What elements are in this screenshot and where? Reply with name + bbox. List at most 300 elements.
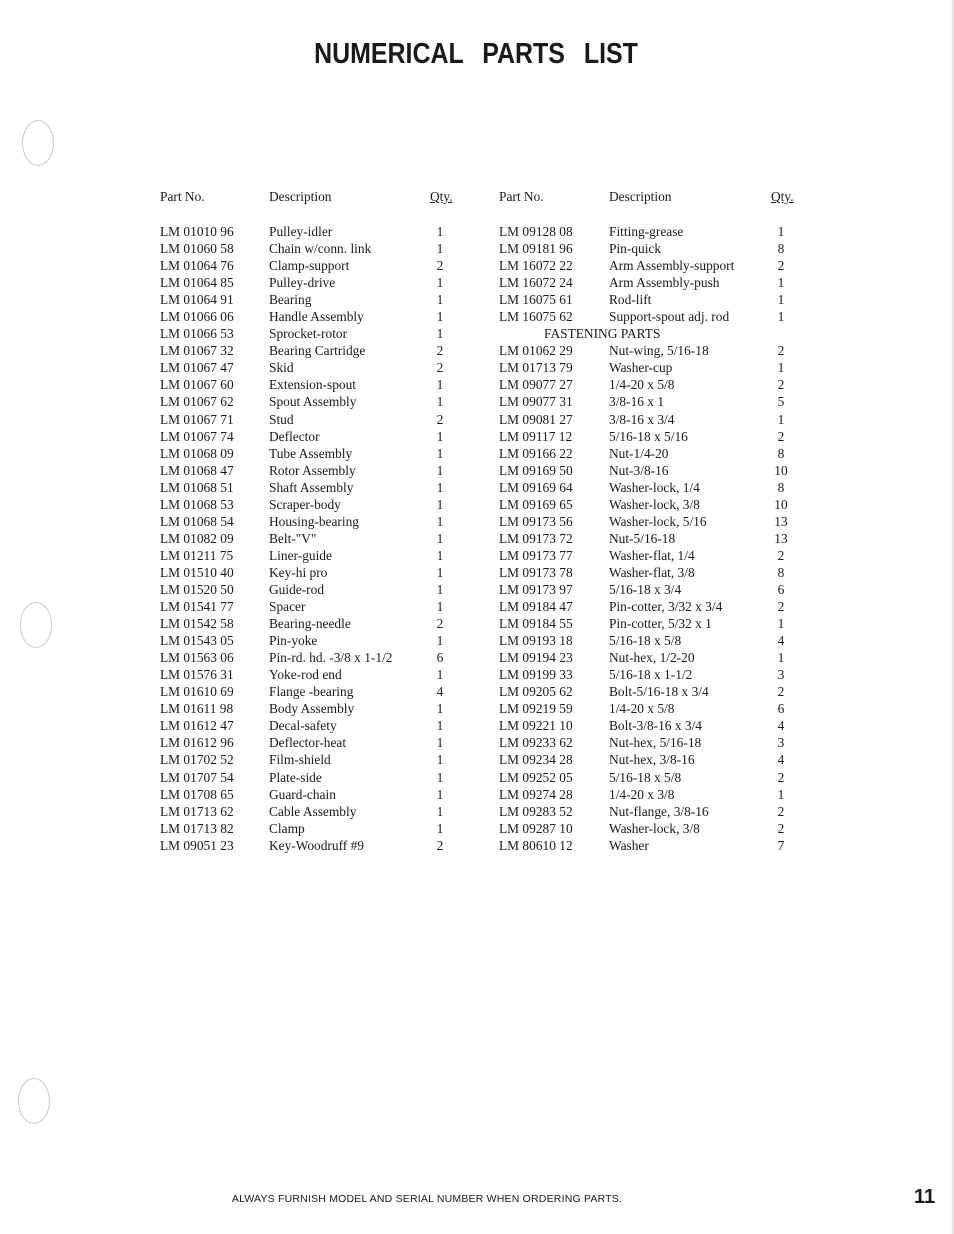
description: Bearing-needle bbox=[269, 616, 351, 632]
part-number: LM 01612 96 bbox=[160, 735, 234, 751]
part-number: LM 09221 10 bbox=[499, 718, 573, 734]
table-row bbox=[160, 751, 460, 768]
table-row bbox=[160, 632, 460, 649]
description: Key-hi pro bbox=[269, 564, 328, 580]
part-number: LM 01713 62 bbox=[160, 803, 234, 819]
part-number: LM 16075 61 bbox=[499, 292, 573, 308]
description: Nut-3/8-16 bbox=[609, 462, 669, 478]
quantity: 1 bbox=[436, 241, 444, 257]
description: Washer bbox=[609, 837, 649, 853]
quantity: 2 bbox=[436, 411, 444, 427]
table-row bbox=[160, 257, 460, 274]
quantity: 2 bbox=[777, 820, 785, 836]
quantity: 1 bbox=[436, 513, 444, 529]
description: Pin-yoke bbox=[269, 633, 318, 649]
quantity: 6 bbox=[436, 650, 444, 666]
quantity: 1 bbox=[436, 667, 444, 683]
parts-list-right bbox=[499, 223, 799, 854]
description: Yoke-rod end bbox=[269, 667, 342, 683]
part-number: LM 01707 54 bbox=[160, 769, 234, 785]
description: Nut-hex, 1/2-20 bbox=[609, 650, 695, 666]
part-number: LM 01520 50 bbox=[160, 581, 234, 597]
part-number: LM 09234 28 bbox=[499, 752, 573, 768]
table-row bbox=[499, 683, 799, 700]
part-number: LM 09173 56 bbox=[499, 513, 573, 529]
quantity: 2 bbox=[777, 258, 785, 274]
description: Key-Woodruff #9 bbox=[269, 837, 364, 853]
quantity: 1 bbox=[436, 820, 444, 836]
description: Stud bbox=[269, 411, 294, 427]
part-number: LM 09233 62 bbox=[499, 735, 573, 751]
table-row bbox=[499, 393, 799, 410]
part-number: LM 09117 12 bbox=[499, 428, 573, 444]
part-number: LM 16072 24 bbox=[499, 275, 573, 291]
part-number: LM 01211 75 bbox=[160, 547, 234, 563]
table-row bbox=[499, 649, 799, 666]
table-row bbox=[499, 666, 799, 683]
part-number: LM 01068 54 bbox=[160, 513, 234, 529]
table-row bbox=[160, 445, 460, 462]
part-number: LM 01702 52 bbox=[160, 752, 234, 768]
part-number: LM 09169 64 bbox=[499, 479, 573, 495]
description: Washer-flat, 3/8 bbox=[609, 564, 695, 580]
table-row bbox=[160, 376, 460, 393]
description: Rotor Assembly bbox=[269, 462, 356, 478]
table-row bbox=[160, 820, 460, 837]
part-number: LM 09173 97 bbox=[499, 581, 573, 597]
table-row bbox=[499, 308, 799, 325]
table-row bbox=[499, 496, 799, 513]
description: Rod-lift bbox=[609, 292, 652, 308]
description: Film-shield bbox=[269, 752, 331, 768]
parts-table-left bbox=[160, 189, 460, 853]
table-row bbox=[160, 342, 460, 359]
part-number: LM 01543 05 bbox=[160, 633, 234, 649]
quantity: 2 bbox=[436, 343, 444, 359]
description: Washer-lock, 3/8 bbox=[609, 820, 700, 836]
quantity: 2 bbox=[777, 428, 785, 444]
quantity: 1 bbox=[436, 735, 444, 751]
description: Nut-hex, 3/8-16 bbox=[609, 752, 695, 768]
quantity: 2 bbox=[777, 343, 785, 359]
description: Housing-bearing bbox=[269, 513, 359, 529]
description: Sprocket-rotor bbox=[269, 326, 348, 342]
part-number: LM 01066 06 bbox=[160, 309, 234, 325]
quantity: 3 bbox=[777, 667, 785, 683]
description: Nut-wing, 5/16-18 bbox=[609, 343, 709, 359]
table-row bbox=[499, 769, 799, 786]
quantity: 1 bbox=[436, 224, 444, 239]
description: Arm Assembly-push bbox=[609, 275, 720, 291]
quantity: 2 bbox=[777, 769, 785, 785]
part-number: LM 09181 96 bbox=[499, 241, 573, 257]
part-number: LM 01064 76 bbox=[160, 258, 234, 274]
table-row bbox=[499, 359, 799, 376]
quantity: 1 bbox=[436, 309, 444, 325]
description: Bolt-5/16-18 x 3/4 bbox=[609, 684, 709, 700]
quantity: 1 bbox=[436, 377, 444, 393]
part-number: LM 09077 27 bbox=[499, 377, 573, 393]
part-number: LM 01610 69 bbox=[160, 684, 234, 700]
description: Arm Assembly-support bbox=[609, 258, 735, 274]
description: Washer-lock, 3/8 bbox=[609, 496, 700, 512]
header-qty: Qty. bbox=[430, 189, 453, 204]
part-number: LM 01576 31 bbox=[160, 667, 234, 683]
table-row bbox=[499, 240, 799, 257]
quantity: 1 bbox=[436, 428, 444, 444]
description: Nut-1/4-20 bbox=[609, 445, 669, 461]
table-row bbox=[160, 837, 460, 854]
part-number: LM 09205 62 bbox=[499, 684, 573, 700]
quantity: 2 bbox=[777, 377, 785, 393]
quantity: 5 bbox=[777, 394, 785, 410]
part-number: LM 01708 65 bbox=[160, 786, 234, 802]
table-row bbox=[160, 428, 460, 445]
description: Skid bbox=[269, 360, 294, 376]
description: Pin-rd. hd. -3/8 x 1-1/2 bbox=[269, 650, 393, 666]
table-row bbox=[160, 581, 460, 598]
quantity: 8 bbox=[777, 241, 785, 257]
description: Pin-cotter, 3/32 x 3/4 bbox=[609, 599, 723, 615]
table-row bbox=[160, 513, 460, 530]
table-row bbox=[499, 581, 799, 598]
quantity: 2 bbox=[436, 616, 444, 632]
description: Deflector bbox=[269, 428, 320, 444]
table-row bbox=[499, 615, 799, 632]
table-header bbox=[160, 189, 460, 206]
part-number: LM 01064 91 bbox=[160, 292, 234, 308]
part-number: LM 01068 51 bbox=[160, 479, 234, 495]
part-number: LM 01713 79 bbox=[499, 360, 573, 376]
part-number: LM 01068 53 bbox=[160, 496, 234, 512]
description: Spout Assembly bbox=[269, 394, 357, 410]
part-number: LM 01612 47 bbox=[160, 718, 234, 734]
table-row bbox=[499, 632, 799, 649]
page-number: 11 bbox=[914, 1186, 936, 1208]
description: Bolt-3/8-16 x 3/4 bbox=[609, 718, 702, 734]
table-row bbox=[499, 479, 799, 496]
part-number: LM 01067 47 bbox=[160, 360, 234, 376]
description: Deflector-heat bbox=[269, 735, 347, 751]
quantity: 3 bbox=[777, 735, 785, 751]
quantity: 1 bbox=[436, 769, 444, 785]
quantity: 1 bbox=[436, 581, 444, 597]
part-number: LM 01510 40 bbox=[160, 564, 234, 580]
part-number: LM 09283 52 bbox=[499, 803, 573, 819]
quantity: 1 bbox=[436, 479, 444, 495]
quantity: 2 bbox=[777, 803, 785, 819]
description: Washer-lock, 1/4 bbox=[609, 479, 700, 495]
table-row bbox=[160, 496, 460, 513]
part-number: LM 01541 77 bbox=[160, 599, 234, 615]
quantity: 1 bbox=[436, 530, 444, 546]
part-number: LM 01062 29 bbox=[499, 343, 573, 359]
description: Chain w/conn. link bbox=[269, 241, 372, 257]
part-number: LM 09077 31 bbox=[499, 394, 573, 410]
description: Clamp bbox=[269, 820, 305, 836]
quantity: 1 bbox=[777, 650, 785, 666]
description: Pin-quick bbox=[609, 241, 662, 257]
part-number: LM 01060 58 bbox=[160, 241, 234, 257]
part-number: LM 09184 47 bbox=[499, 599, 573, 615]
part-number: LM 09194 23 bbox=[499, 650, 573, 666]
description: 5/16-18 x 5/8 bbox=[609, 769, 682, 785]
part-number: LM 01067 71 bbox=[160, 411, 234, 427]
quantity: 8 bbox=[777, 479, 785, 495]
table-row bbox=[499, 734, 799, 751]
part-number: LM 09128 08 bbox=[499, 224, 573, 239]
description: Pin-cotter, 5/32 x 1 bbox=[609, 616, 712, 632]
part-number: LM 01067 32 bbox=[160, 343, 234, 359]
quantity: 4 bbox=[436, 684, 444, 700]
table-row bbox=[499, 274, 799, 291]
quantity: 2 bbox=[436, 258, 444, 274]
quantity: 7 bbox=[777, 837, 785, 853]
parts-list-left bbox=[160, 223, 460, 854]
part-number: LM 09252 05 bbox=[499, 769, 573, 785]
quantity: 1 bbox=[436, 445, 444, 461]
table-row bbox=[499, 837, 799, 854]
quantity: 1 bbox=[777, 224, 785, 239]
table-row bbox=[160, 325, 460, 342]
description: 3/8-16 x 1 bbox=[609, 394, 665, 410]
punch-hole-bottom bbox=[18, 1078, 50, 1124]
description: Guide-rod bbox=[269, 581, 325, 597]
table-row bbox=[160, 291, 460, 308]
quantity: 2 bbox=[777, 599, 785, 615]
quantity: 1 bbox=[436, 633, 444, 649]
table-row bbox=[160, 598, 460, 615]
description: Scraper-body bbox=[269, 496, 341, 512]
part-number: LM 09274 28 bbox=[499, 786, 573, 802]
quantity: 2 bbox=[436, 360, 444, 376]
table-row bbox=[499, 803, 799, 820]
page-title: NUMERICAL PARTS LIST bbox=[314, 38, 638, 70]
table-row bbox=[499, 700, 799, 717]
description: Washer-flat, 1/4 bbox=[609, 547, 695, 563]
quantity: 2 bbox=[436, 837, 444, 853]
quantity: 1 bbox=[777, 411, 785, 427]
table-row bbox=[499, 291, 799, 308]
section-heading-label: FASTENING PARTS bbox=[544, 326, 661, 342]
quantity: 2 bbox=[777, 684, 785, 700]
quantity: 4 bbox=[777, 633, 785, 649]
header-qty: Qty. bbox=[771, 189, 794, 204]
description: 1/4-20 x 3/8 bbox=[609, 786, 675, 802]
quantity: 1 bbox=[436, 292, 444, 308]
table-row bbox=[499, 257, 799, 274]
part-number: LM 01082 09 bbox=[160, 530, 234, 546]
description: 5/16-18 x 1-1/2 bbox=[609, 667, 693, 683]
table-row bbox=[499, 530, 799, 547]
quantity: 1 bbox=[436, 462, 444, 478]
part-number: LM 01563 06 bbox=[160, 650, 234, 666]
table-row bbox=[160, 769, 460, 786]
header-description: Description bbox=[269, 189, 332, 204]
description: Liner-guide bbox=[269, 547, 332, 563]
description: Nut-5/16-18 bbox=[609, 530, 676, 546]
description: 1/4-20 x 5/8 bbox=[609, 377, 675, 393]
table-row bbox=[499, 547, 799, 564]
part-number: LM 09169 50 bbox=[499, 462, 573, 478]
part-number: LM 09193 18 bbox=[499, 633, 573, 649]
quantity: 1 bbox=[777, 360, 785, 376]
part-number: LM 80610 12 bbox=[499, 837, 573, 853]
part-number: LM 01067 62 bbox=[160, 394, 234, 410]
table-row bbox=[499, 598, 799, 615]
quantity: 10 bbox=[774, 462, 788, 478]
quantity: 1 bbox=[436, 803, 444, 819]
part-number: LM 01542 58 bbox=[160, 616, 234, 632]
table-row bbox=[160, 649, 460, 666]
description: Support-spout adj. rod bbox=[609, 309, 730, 325]
quantity: 6 bbox=[777, 581, 785, 597]
header-part-no: Part No. bbox=[499, 189, 544, 204]
part-number: LM 09051 23 bbox=[160, 837, 234, 853]
punch-hole-middle bbox=[20, 602, 52, 648]
table-row bbox=[160, 274, 460, 291]
part-number: LM 09287 10 bbox=[499, 820, 573, 836]
table-row bbox=[160, 700, 460, 717]
table-row bbox=[499, 342, 799, 359]
part-number: LM 09173 77 bbox=[499, 547, 573, 563]
description: Handle Assembly bbox=[269, 309, 364, 325]
description: Shaft Assembly bbox=[269, 479, 354, 495]
quantity: 1 bbox=[777, 309, 785, 325]
table-row bbox=[160, 564, 460, 581]
table-row bbox=[499, 445, 799, 462]
description: Cable Assembly bbox=[269, 803, 357, 819]
footer-note: ALWAYS FURNISH MODEL AND SERIAL NUMBER WHEN ORDERING PARTS. bbox=[231, 1193, 623, 1205]
table-row bbox=[160, 803, 460, 820]
part-number: LM 09081 27 bbox=[499, 411, 573, 427]
part-number: LM 09219 59 bbox=[499, 701, 573, 717]
quantity: 1 bbox=[436, 275, 444, 291]
part-number: LM 01067 74 bbox=[160, 428, 234, 444]
description: Tube Assembly bbox=[269, 445, 353, 461]
table-header bbox=[499, 189, 799, 206]
description: Pulley-idler bbox=[269, 224, 333, 239]
part-number: LM 09173 72 bbox=[499, 530, 573, 546]
part-number: LM 01611 98 bbox=[160, 701, 234, 717]
table-row bbox=[160, 615, 460, 632]
table-row bbox=[160, 462, 460, 479]
quantity: 1 bbox=[436, 394, 444, 410]
table-row bbox=[499, 428, 799, 445]
quantity: 1 bbox=[436, 547, 444, 563]
description: Guard-chain bbox=[269, 786, 336, 802]
description: 5/16-18 x 5/16 bbox=[609, 428, 688, 444]
table-row bbox=[160, 717, 460, 734]
table-row bbox=[160, 223, 460, 240]
part-number: LM 09173 78 bbox=[499, 564, 573, 580]
quantity: 1 bbox=[777, 275, 785, 291]
quantity: 8 bbox=[777, 564, 785, 580]
part-number: LM 16075 62 bbox=[499, 309, 573, 325]
table-row bbox=[160, 683, 460, 700]
description: Decal-safety bbox=[269, 718, 337, 734]
part-number: LM 01067 60 bbox=[160, 377, 234, 393]
table-row bbox=[499, 376, 799, 393]
part-number: LM 16072 22 bbox=[499, 258, 573, 274]
quantity: 1 bbox=[777, 616, 785, 632]
description: 1/4-20 x 5/8 bbox=[609, 701, 675, 717]
table-row bbox=[499, 717, 799, 734]
part-number: LM 09184 55 bbox=[499, 616, 573, 632]
description: 5/16-18 x 5/8 bbox=[609, 633, 682, 649]
quantity: 13 bbox=[774, 513, 788, 529]
part-number: LM 01064 85 bbox=[160, 275, 234, 291]
quantity: 1 bbox=[436, 701, 444, 717]
part-number: LM 01066 53 bbox=[160, 326, 234, 342]
part-number: LM 01010 96 bbox=[160, 224, 234, 239]
table-row bbox=[499, 751, 799, 768]
part-number: LM 01068 47 bbox=[160, 462, 234, 478]
table-row bbox=[160, 393, 460, 410]
description: Nut-flange, 3/8-16 bbox=[609, 803, 709, 819]
quantity: 1 bbox=[436, 326, 444, 342]
quantity: 8 bbox=[777, 445, 785, 461]
table-row bbox=[499, 564, 799, 581]
table-row bbox=[499, 223, 799, 240]
quantity: 1 bbox=[777, 786, 785, 802]
quantity: 1 bbox=[436, 718, 444, 734]
quantity: 2 bbox=[777, 547, 785, 563]
quantity: 1 bbox=[436, 786, 444, 802]
description: 3/8-16 x 3/4 bbox=[609, 411, 675, 427]
table-row bbox=[499, 411, 799, 428]
quantity: 1 bbox=[436, 496, 444, 512]
description: Body Assembly bbox=[269, 701, 355, 717]
table-row bbox=[160, 666, 460, 683]
description: Flange -bearing bbox=[269, 684, 354, 700]
parts-table-right bbox=[499, 189, 799, 853]
table-row bbox=[160, 547, 460, 564]
quantity: 1 bbox=[436, 752, 444, 768]
quantity: 1 bbox=[436, 599, 444, 615]
description: 5/16-18 x 3/4 bbox=[609, 581, 682, 597]
header-description: Description bbox=[609, 189, 672, 204]
description: Plate-side bbox=[269, 769, 322, 785]
table-row bbox=[160, 359, 460, 376]
description: Spacer bbox=[269, 599, 306, 615]
table-row bbox=[160, 530, 460, 547]
table-row bbox=[499, 513, 799, 530]
description: Extension-spout bbox=[269, 377, 357, 393]
header-part-no: Part No. bbox=[160, 189, 205, 204]
quantity: 1 bbox=[436, 564, 444, 580]
part-number: LM 09199 33 bbox=[499, 667, 573, 683]
quantity: 1 bbox=[777, 292, 785, 308]
description: Fitting-grease bbox=[609, 224, 684, 239]
description: Clamp-support bbox=[269, 258, 350, 274]
table-row bbox=[160, 411, 460, 428]
quantity: 4 bbox=[777, 752, 785, 768]
table-row bbox=[160, 308, 460, 325]
part-number: LM 09169 65 bbox=[499, 496, 573, 512]
part-number: LM 01713 82 bbox=[160, 820, 234, 836]
description: Belt-"V" bbox=[269, 530, 317, 546]
quantity: 10 bbox=[774, 496, 788, 512]
punch-hole-top bbox=[22, 120, 54, 166]
section-heading bbox=[499, 325, 799, 342]
part-number: LM 01068 09 bbox=[160, 445, 234, 461]
description: Washer-lock, 5/16 bbox=[609, 513, 707, 529]
table-row bbox=[160, 479, 460, 496]
quantity: 6 bbox=[777, 701, 785, 717]
description: Bearing bbox=[269, 292, 312, 308]
quantity: 13 bbox=[774, 530, 788, 546]
